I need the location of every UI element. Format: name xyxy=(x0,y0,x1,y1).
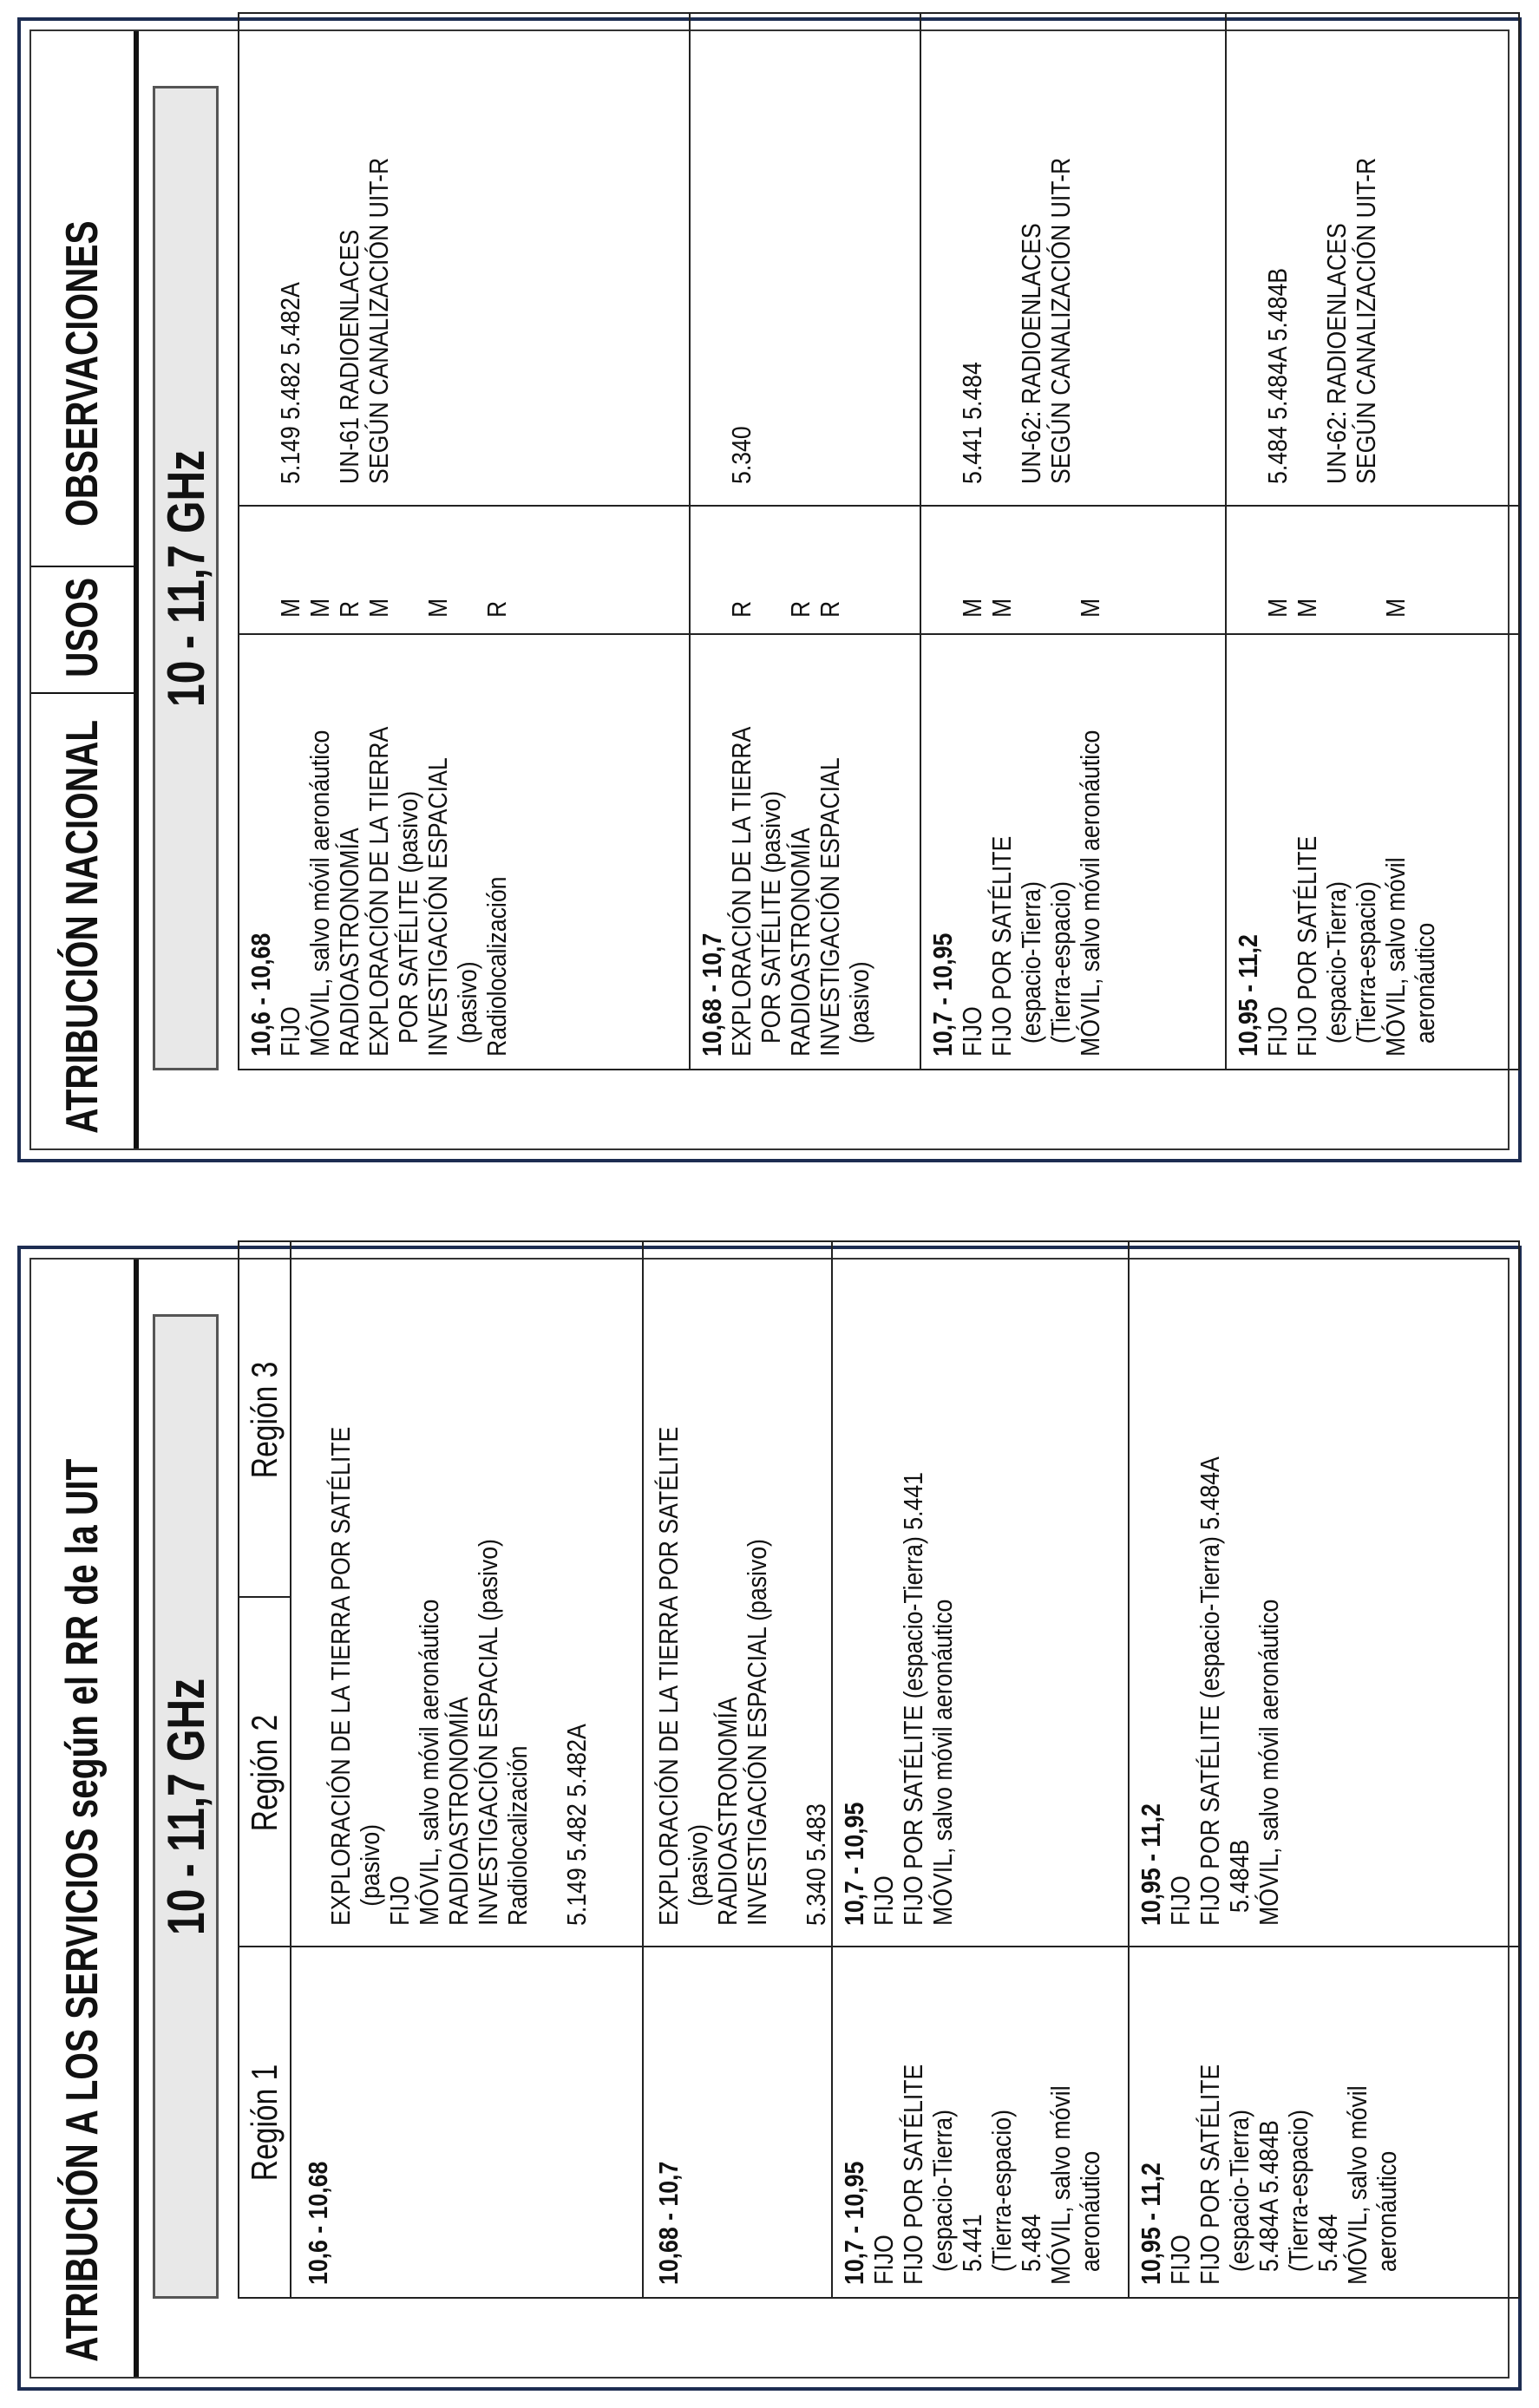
cell-line: aeronáutico xyxy=(1075,2150,1105,2285)
cell-line: 5.484 5.484A 5.484B xyxy=(1262,267,1293,484)
cell-line: M xyxy=(363,598,394,618)
divider xyxy=(31,692,134,694)
cell-line: M xyxy=(986,598,1017,618)
cell-line xyxy=(987,105,1017,485)
cell-line: 5.149 5.482 5.482A xyxy=(561,1724,592,1926)
cell-line: (Tierra-espacio) xyxy=(1283,2110,1313,2285)
r23-cell xyxy=(654,1345,831,1926)
cell-line: RADIOASTRONOMÍA xyxy=(334,828,364,1057)
r23-cell xyxy=(326,1345,592,1926)
cell-line: 5.484 xyxy=(1016,2214,1046,2285)
cell-line xyxy=(697,416,727,484)
cell-line: M xyxy=(275,598,305,618)
cell-line: R xyxy=(334,600,364,618)
cell-line: FIJO POR SATÉLITE (espacio-Tierra) 5.484A xyxy=(1195,1456,1225,1926)
cell-line xyxy=(772,1345,802,1926)
cell-line: FIJO xyxy=(1165,2235,1195,2285)
cell-line: MÓVIL, salvo móvil aeronáutico xyxy=(305,730,335,1057)
national-panel-header xyxy=(31,31,139,1148)
cell-line: 10,7 - 10,95 xyxy=(839,1802,869,1926)
usos-cell xyxy=(1234,595,1411,618)
divider xyxy=(31,566,134,567)
national-allocation-panel xyxy=(17,17,1522,1162)
cell-line xyxy=(1017,595,1046,618)
cell-line: FIJO xyxy=(384,1875,415,1926)
itu-row-2 xyxy=(642,1242,831,2297)
cell-line: (espacio-Tierra) xyxy=(1224,2110,1254,2285)
obs-cell xyxy=(697,416,756,484)
itu-band-bar xyxy=(153,1314,219,2299)
divider xyxy=(833,1946,1128,1947)
region-2-header: Región 2 xyxy=(244,1714,285,1831)
cell-line: FIJO POR SATÉLITE xyxy=(898,2064,928,2285)
cell-line: MÓVIL, salvo móvil aeronáutico xyxy=(1075,730,1105,1057)
cell-line: aeronáutico xyxy=(1372,2150,1402,2285)
divider xyxy=(239,633,689,635)
cell-line: 5.484 xyxy=(1313,2214,1343,2285)
cell-line: 5.340 5.483 xyxy=(801,1803,831,1926)
cell-line: FIJO POR SATÉLITE xyxy=(1195,2064,1225,2285)
cell-line: 10,6 - 10,68 xyxy=(246,932,276,1057)
cell-line: POR SATÉLITE (pasivo) xyxy=(756,790,786,1057)
cell-line xyxy=(533,1345,562,1926)
usos-header-col: USOS xyxy=(57,577,108,677)
cell-line: 10,95 - 11,2 xyxy=(1233,934,1263,1057)
usos-cell xyxy=(697,599,845,618)
national-panel-frame xyxy=(29,29,1510,1150)
r1-cell xyxy=(1136,2028,1402,2285)
obs-cell xyxy=(246,105,394,485)
cell-line xyxy=(246,105,276,485)
cell-line: MÓVIL, salvo móvil xyxy=(1342,2085,1372,2285)
national-row-3 xyxy=(920,14,1225,1069)
cell-line: (espacio-Tierra) xyxy=(1016,881,1046,1057)
cell-line: (Tierra-espacio) xyxy=(1351,881,1381,1057)
cell-line: 10,68 - 10,7 xyxy=(697,932,727,1057)
cell-line: M xyxy=(422,598,453,618)
cell-line: aeronáutico xyxy=(1410,922,1440,1057)
divider xyxy=(239,1946,290,1947)
cell-line: INVESTIGACIÓN ESPACIAL xyxy=(815,757,845,1057)
cell-line xyxy=(1352,595,1381,618)
cell-line: (pasivo) xyxy=(683,1823,713,1926)
cell-line: R xyxy=(785,600,815,618)
cell-line: FIJO xyxy=(1165,1875,1195,1926)
itu-panel-frame xyxy=(29,1258,1510,2379)
cell-line: 10,6 - 10,68 xyxy=(303,2161,333,2285)
divider xyxy=(691,505,920,507)
cell-line xyxy=(928,105,958,485)
r1-cell xyxy=(304,2142,333,2285)
cell-line: UN-61 RADIOENLACES xyxy=(334,229,364,484)
cell-line: M xyxy=(1262,598,1293,618)
cell-line: 5.441 xyxy=(957,2214,987,2285)
itu-allocation-panel xyxy=(17,1246,1522,2391)
usos-cell xyxy=(928,595,1105,618)
cell-line: (pasivo) xyxy=(452,961,482,1057)
itu-title-text: ATRIBUCIÓN A LOS SERVICIOS según el RR de la UIT xyxy=(57,1458,108,2362)
cell-line: M xyxy=(1380,598,1411,618)
divider xyxy=(1227,505,1518,507)
itu-row-1 xyxy=(290,1242,642,2297)
cell-line: (pasivo) xyxy=(844,961,874,1057)
divider xyxy=(239,1596,290,1598)
cell-line: SEGÚN CANALIZACIÓN UIT-R xyxy=(363,157,394,484)
cell-line: EXPLORACIÓN DE LA TIERRA POR SATÉLITE xyxy=(325,1426,356,1926)
region-3-header: Región 3 xyxy=(244,1361,285,1479)
cell-line: M xyxy=(957,598,987,618)
cell-line: 10,95 - 11,2 xyxy=(1136,2163,1166,2285)
cell-line: FIJO POR SATÉLITE xyxy=(1292,835,1322,1057)
cell-line: 5.149 5.482 5.482A xyxy=(275,282,305,484)
cell-line: (Tierra-espacio) xyxy=(986,2110,1017,2285)
itu-band-text: 10 - 11,7 GHz xyxy=(156,1678,215,1935)
r1-cell xyxy=(840,2028,1105,2285)
cell-line: INVESTIGACIÓN ESPACIAL (pasivo) xyxy=(742,1539,772,1926)
cell-line: 10,95 - 11,2 xyxy=(1136,1803,1166,1926)
cell-line xyxy=(1046,595,1076,618)
divider xyxy=(691,633,920,635)
cell-line: UN-62: RADIOENLACES xyxy=(1321,223,1352,484)
divider xyxy=(1227,633,1518,635)
national-row-2 xyxy=(689,14,920,1069)
itu-row-3 xyxy=(831,1242,1128,2297)
r23-cell xyxy=(840,1398,958,1926)
cell-line: 5.484A 5.484B xyxy=(1254,2120,1284,2285)
cell-line: Radiolocalización xyxy=(481,876,512,1057)
cell-line: 5.441 5.484 xyxy=(957,362,987,484)
cell-line: MÓVIL, salvo móvil xyxy=(1380,857,1411,1057)
region-1-header: Región 1 xyxy=(244,2064,285,2181)
r1-cell xyxy=(654,2142,684,2285)
cell-line: 10,68 - 10,7 xyxy=(653,2161,684,2285)
divider xyxy=(239,505,689,507)
obs-header-col: OBSERVACIONES xyxy=(57,220,108,527)
cell-line xyxy=(453,595,482,618)
cell-line xyxy=(756,599,786,618)
cell-line xyxy=(1234,595,1263,618)
cell-line: EXPLORACIÓN DE LA TIERRA POR SATÉLITE xyxy=(653,1426,684,1926)
cell-line: FIJO xyxy=(1262,1006,1293,1057)
cell-line: MÓVIL, salvo móvil aeronáutico xyxy=(927,1599,958,1926)
cell-line: MÓVIL, salvo móvil xyxy=(1045,2085,1076,2285)
cell-line: M xyxy=(1075,598,1105,618)
cell-line: SEGÚN CANALIZACIÓN UIT-R xyxy=(1351,157,1381,484)
cell-line: RADIOASTRONOMÍA xyxy=(443,1697,474,1926)
cell-line: (Tierra-espacio) xyxy=(1045,881,1076,1057)
cell-line: 10,7 - 10,95 xyxy=(839,2161,869,2285)
cell-line: RADIOASTRONOMÍA xyxy=(712,1697,743,1926)
cell-line: FIJO xyxy=(868,2235,899,2285)
national-row-4 xyxy=(1225,14,1518,1069)
national-row-1 xyxy=(239,14,689,1069)
national-header-col: ATRIBUCIÓN NACIONAL xyxy=(57,719,108,1134)
cell-line: 5.484B xyxy=(1224,1839,1254,1926)
divider xyxy=(1130,1946,1518,1947)
cell-line: FIJO xyxy=(868,1875,899,1926)
cell-line xyxy=(1293,105,1322,485)
cell-line: INVESTIGACIÓN ESPACIAL (pasivo) xyxy=(473,1539,503,1926)
cell-line: UN-62: RADIOENLACES xyxy=(1016,223,1046,484)
cell-line: (pasivo) xyxy=(355,1823,385,1926)
obs-cell xyxy=(928,105,1076,485)
cell-line: Radiolocalización xyxy=(502,1745,533,1926)
divider xyxy=(644,1946,831,1947)
cell-line: MÓVIL, salvo móvil aeronáutico xyxy=(1254,1599,1284,1926)
cell-line: SEGÚN CANALIZACIÓN UIT-R xyxy=(1045,157,1076,484)
national-table xyxy=(238,12,1520,1070)
divider xyxy=(921,633,1225,635)
divider xyxy=(291,1946,642,1947)
cell-line: M xyxy=(305,598,335,618)
divider xyxy=(921,505,1225,507)
cell-line xyxy=(305,105,335,485)
nat-cell xyxy=(1234,800,1440,1057)
cell-line: RADIOASTRONOMÍA xyxy=(785,828,815,1057)
r23-cell xyxy=(1136,1380,1284,1926)
cell-line xyxy=(1234,105,1263,485)
nat-cell xyxy=(246,673,512,1057)
cell-line: MÓVIL, salvo móvil aeronáutico xyxy=(414,1599,444,1926)
cell-line xyxy=(394,595,423,618)
obs-cell xyxy=(1234,105,1381,485)
nat-cell xyxy=(928,677,1105,1057)
nat-cell xyxy=(697,673,874,1057)
cell-line xyxy=(928,595,958,618)
cell-line: 5.340 xyxy=(726,426,756,484)
itu-region-header-row xyxy=(239,1242,290,2297)
cell-line: 10,7 - 10,95 xyxy=(927,932,958,1057)
usos-cell xyxy=(246,595,512,618)
itu-row-4 xyxy=(1128,1242,1518,2297)
cell-line: (espacio-Tierra) xyxy=(927,2110,958,2285)
cell-line: R xyxy=(726,600,756,618)
cell-line: M xyxy=(1292,598,1322,618)
cell-line: INVESTIGACIÓN ESPACIAL xyxy=(422,757,453,1057)
cell-line: FIJO POR SATÉLITE (espacio-Tierra) 5.441 xyxy=(898,1472,928,1926)
national-band-bar: 10 - 11,7 GHz xyxy=(153,86,219,1070)
itu-panel-title xyxy=(31,1260,139,2377)
cell-line: R xyxy=(481,600,512,618)
cell-line: R xyxy=(815,600,845,618)
cell-line: EXPLORACIÓN DE LA TIERRA xyxy=(726,726,756,1057)
itu-table xyxy=(238,1240,1520,2299)
cell-line: FIJO xyxy=(957,1006,987,1057)
cell-line: EXPLORACIÓN DE LA TIERRA xyxy=(363,726,394,1057)
cell-line xyxy=(1322,595,1352,618)
cell-line: POR SATÉLITE (pasivo) xyxy=(393,790,423,1057)
cell-line xyxy=(246,595,276,618)
cell-line: FIJO xyxy=(275,1006,305,1057)
cell-line xyxy=(697,599,727,618)
cell-line: FIJO POR SATÉLITE xyxy=(986,835,1017,1057)
cell-line: (espacio-Tierra) xyxy=(1321,881,1352,1057)
